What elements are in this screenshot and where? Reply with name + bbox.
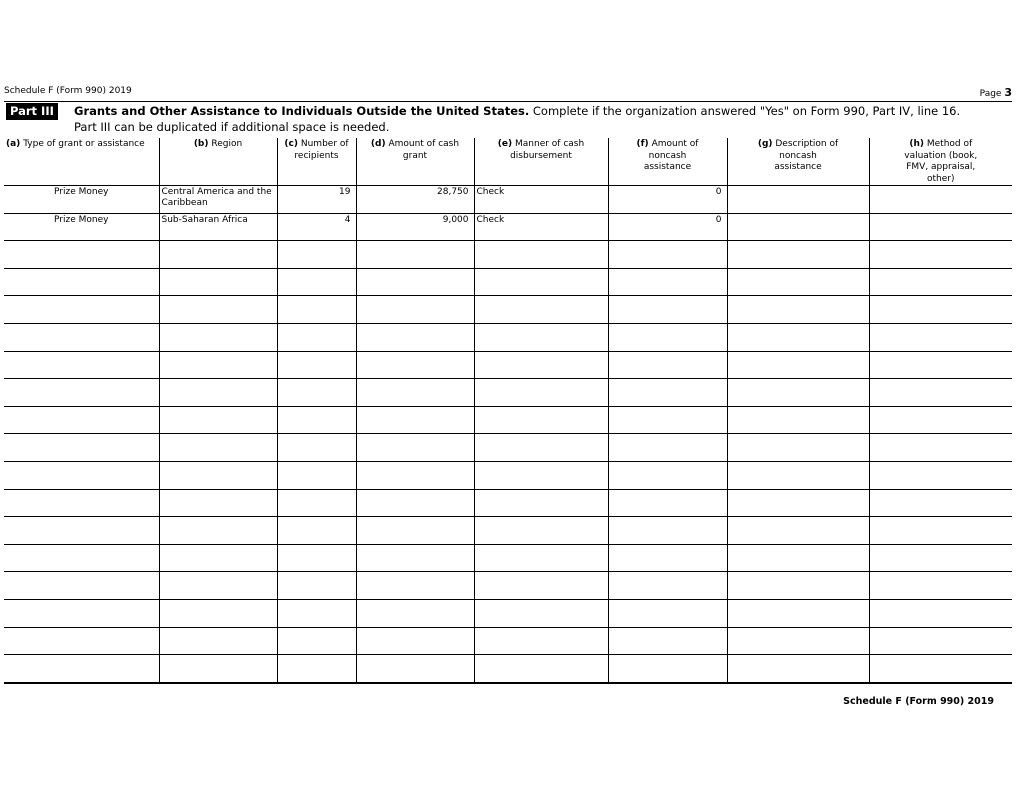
cell-noncash-amount	[608, 461, 727, 489]
cell-type: Prize Money	[4, 213, 159, 241]
cell-type	[4, 599, 159, 627]
cell-region	[159, 489, 277, 517]
cell-valuation	[869, 489, 1012, 517]
column-header-d: (d) Amount of cash grant	[356, 138, 474, 186]
cell-cash-grant	[356, 489, 474, 517]
cell-noncash-amount	[608, 599, 727, 627]
cell-noncash-desc	[727, 517, 869, 545]
table-row-empty	[4, 268, 1012, 296]
column-header-h: (h) Method of valuation (book, FMV, appraisal, other)	[869, 138, 1012, 186]
column-header-e: (e) Manner of cash disbursement	[474, 138, 608, 186]
cell-manner	[474, 517, 608, 545]
table-row-empty	[4, 379, 1012, 407]
cell-cash-grant	[356, 572, 474, 600]
table-row-empty	[4, 461, 1012, 489]
part-title: Grants and Other Assistance to Individuals Outside the United States.	[74, 104, 530, 118]
cell-region	[159, 351, 277, 379]
cell-recipients	[277, 461, 356, 489]
cell-recipients	[277, 351, 356, 379]
cell-recipients	[277, 489, 356, 517]
cell-noncash-desc	[727, 241, 869, 269]
cell-cash-grant	[356, 627, 474, 655]
cell-noncash-desc	[727, 406, 869, 434]
form-identifier: Schedule F (Form 990) 2019	[4, 86, 132, 96]
table-row-empty	[4, 434, 1012, 462]
cell-type	[4, 323, 159, 351]
table-row-empty	[4, 351, 1012, 379]
cell-type	[4, 296, 159, 324]
cell-cash-grant	[356, 323, 474, 351]
cell-recipients	[277, 517, 356, 545]
cell-noncash-amount	[608, 544, 727, 572]
cell-noncash-amount	[608, 379, 727, 407]
cell-type	[4, 241, 159, 269]
cell-region	[159, 544, 277, 572]
cell-noncash-desc	[727, 268, 869, 296]
cell-noncash-amount	[608, 268, 727, 296]
cell-noncash-desc	[727, 213, 869, 241]
cell-type	[4, 268, 159, 296]
cell-region	[159, 434, 277, 462]
cell-valuation	[869, 627, 1012, 655]
cell-cash-grant	[356, 241, 474, 269]
cell-valuation	[869, 186, 1012, 214]
cell-valuation	[869, 323, 1012, 351]
cell-valuation	[869, 544, 1012, 572]
cell-cash-grant	[356, 351, 474, 379]
cell-type	[4, 572, 159, 600]
cell-valuation	[869, 461, 1012, 489]
column-header-g: (g) Description of noncash assistance	[727, 138, 869, 186]
cell-region: Sub-Saharan Africa	[159, 213, 277, 241]
cell-noncash-amount	[608, 489, 727, 517]
cell-recipients	[277, 379, 356, 407]
cell-region	[159, 296, 277, 324]
cell-type	[4, 406, 159, 434]
cell-valuation	[869, 406, 1012, 434]
cell-recipients: 19	[277, 186, 356, 214]
cell-type: Prize Money	[4, 186, 159, 214]
cell-cash-grant	[356, 379, 474, 407]
cell-recipients	[277, 296, 356, 324]
cell-region	[159, 655, 277, 683]
cell-noncash-desc	[727, 655, 869, 683]
part-instruction: Complete if the organization answered "Yes" on Form 990, Part IV, line 16.	[532, 104, 961, 118]
cell-valuation	[869, 434, 1012, 462]
cell-valuation	[869, 296, 1012, 324]
cell-recipients	[277, 323, 356, 351]
cell-cash-grant	[356, 296, 474, 324]
cell-manner	[474, 241, 608, 269]
cell-type	[4, 461, 159, 489]
cell-recipients	[277, 544, 356, 572]
cell-manner	[474, 572, 608, 600]
cell-manner	[474, 461, 608, 489]
cell-type	[4, 379, 159, 407]
cell-type	[4, 434, 159, 462]
table-row	[4, 186, 1012, 214]
cell-noncash-desc	[727, 489, 869, 517]
part-note: Part III can be duplicated if additional space is needed.	[74, 120, 390, 134]
cell-valuation	[869, 599, 1012, 627]
cell-recipients	[277, 268, 356, 296]
cell-cash-grant	[356, 599, 474, 627]
cell-manner	[474, 627, 608, 655]
page-number	[980, 86, 1012, 99]
table-row-empty	[4, 655, 1012, 683]
cell-noncash-desc	[727, 461, 869, 489]
cell-manner: Check	[474, 213, 608, 241]
cell-recipients: 4	[277, 213, 356, 241]
cell-valuation	[869, 655, 1012, 683]
cell-cash-grant	[356, 434, 474, 462]
cell-valuation	[869, 213, 1012, 241]
cell-manner: Check	[474, 186, 608, 214]
column-header-c: (c) Number of recipients	[277, 138, 356, 186]
header-rule	[4, 101, 1012, 102]
column-header-b: (b) Region	[159, 138, 277, 186]
cell-noncash-desc	[727, 434, 869, 462]
table-row-empty	[4, 627, 1012, 655]
cell-region	[159, 323, 277, 351]
cell-manner	[474, 379, 608, 407]
cell-noncash-desc	[727, 186, 869, 214]
cell-manner	[474, 323, 608, 351]
cell-recipients	[277, 599, 356, 627]
cell-noncash-desc	[727, 379, 869, 407]
cell-noncash-desc	[727, 627, 869, 655]
cell-type	[4, 627, 159, 655]
cell-type	[4, 655, 159, 683]
cell-valuation	[869, 241, 1012, 269]
cell-cash-grant	[356, 406, 474, 434]
cell-manner	[474, 296, 608, 324]
cell-manner	[474, 489, 608, 517]
cell-region	[159, 268, 277, 296]
cell-noncash-amount	[608, 655, 727, 683]
page-number-value: 3	[1004, 86, 1012, 99]
cell-valuation	[869, 268, 1012, 296]
cell-noncash-desc	[727, 296, 869, 324]
cell-type	[4, 489, 159, 517]
cell-cash-grant	[356, 268, 474, 296]
cell-valuation	[869, 517, 1012, 545]
cell-type	[4, 517, 159, 545]
cell-region	[159, 627, 277, 655]
cell-type	[4, 544, 159, 572]
cell-valuation	[869, 351, 1012, 379]
cell-cash-grant	[356, 461, 474, 489]
cell-manner	[474, 599, 608, 627]
cell-noncash-amount	[608, 351, 727, 379]
cell-manner	[474, 406, 608, 434]
cell-valuation	[869, 572, 1012, 600]
cell-noncash-amount: 0	[608, 186, 727, 214]
cell-cash-grant	[356, 544, 474, 572]
footer-form-identifier: Schedule F (Form 990) 2019	[843, 696, 994, 707]
cell-recipients	[277, 434, 356, 462]
table-row-empty	[4, 517, 1012, 545]
cell-recipients	[277, 655, 356, 683]
cell-region	[159, 572, 277, 600]
column-header-f: (f) Amount of noncash assistance	[608, 138, 727, 186]
cell-noncash-amount	[608, 572, 727, 600]
part-tag: Part III	[6, 103, 58, 120]
cell-region	[159, 461, 277, 489]
cell-noncash-desc	[727, 572, 869, 600]
cell-noncash-desc	[727, 351, 869, 379]
cell-cash-grant	[356, 517, 474, 545]
cell-recipients	[277, 627, 356, 655]
cell-cash-grant: 28,750	[356, 186, 474, 214]
cell-manner	[474, 268, 608, 296]
table-row	[4, 213, 1012, 241]
table-row-empty	[4, 572, 1012, 600]
cell-noncash-amount	[608, 241, 727, 269]
cell-valuation	[869, 379, 1012, 407]
cell-noncash-amount	[608, 296, 727, 324]
cell-manner	[474, 655, 608, 683]
column-header-a: (a) Type of grant or assistance	[4, 138, 159, 186]
cell-noncash-amount	[608, 627, 727, 655]
cell-manner	[474, 351, 608, 379]
cell-noncash-desc	[727, 599, 869, 627]
cell-type	[4, 351, 159, 379]
cell-noncash-amount: 0	[608, 213, 727, 241]
table-bottom-rule	[4, 682, 1012, 684]
table-row-empty	[4, 406, 1012, 434]
table-row-empty	[4, 489, 1012, 517]
cell-region	[159, 241, 277, 269]
part-title-line	[74, 104, 960, 118]
grants-table	[4, 138, 1012, 683]
cell-region	[159, 517, 277, 545]
cell-region	[159, 599, 277, 627]
cell-noncash-desc	[727, 544, 869, 572]
cell-recipients	[277, 406, 356, 434]
cell-recipients	[277, 572, 356, 600]
table-row-empty	[4, 323, 1012, 351]
cell-cash-grant: 9,000	[356, 213, 474, 241]
table-row-empty	[4, 544, 1012, 572]
table-row-empty	[4, 599, 1012, 627]
page-label: Page	[979, 89, 1002, 99]
cell-manner	[474, 434, 608, 462]
cell-noncash-amount	[608, 406, 727, 434]
table-row-empty	[4, 241, 1012, 269]
table-row-empty	[4, 296, 1012, 324]
cell-region	[159, 406, 277, 434]
cell-cash-grant	[356, 655, 474, 683]
cell-region	[159, 379, 277, 407]
cell-manner	[474, 544, 608, 572]
table-header-row	[4, 138, 1012, 186]
cell-recipients	[277, 241, 356, 269]
cell-region: Central America and the Caribbean	[159, 186, 277, 214]
cell-noncash-amount	[608, 323, 727, 351]
cell-noncash-amount	[608, 434, 727, 462]
cell-noncash-desc	[727, 323, 869, 351]
cell-noncash-amount	[608, 517, 727, 545]
